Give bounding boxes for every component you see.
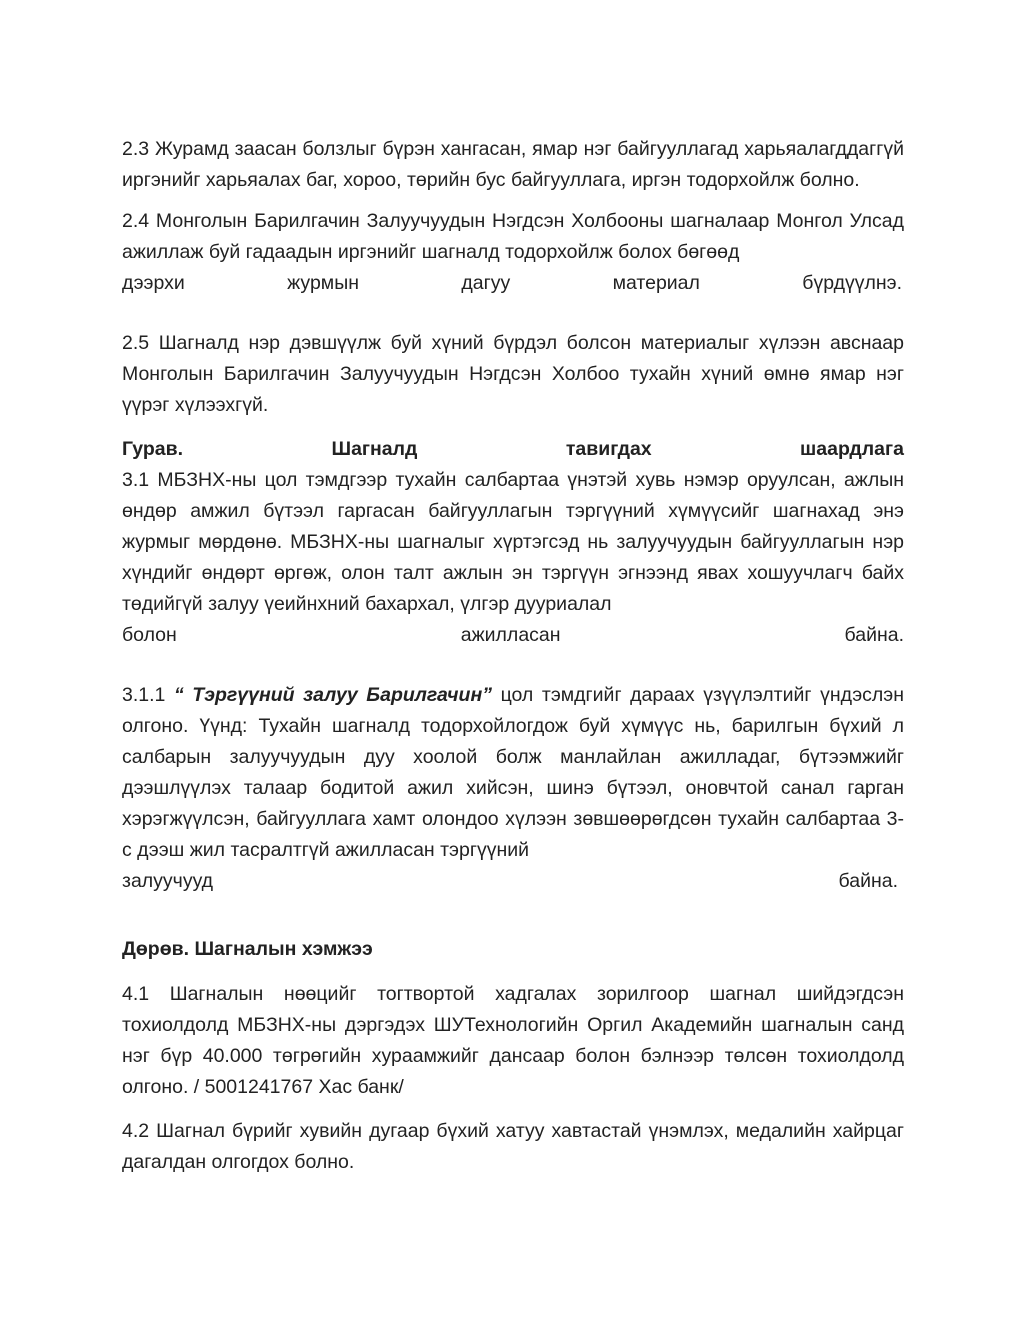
paragraph-3-1-body: 3.1 МБЗНХ-ны цол тэмдгээр тухайн салбартаа үнэтэй хувь нэмэр оруулсан, ажлын өндөр амжил бүтээл гаргасан байгууллагын тэргүүний хүмүүсийг шагнахад энэ журмыг мөрдөнө. МБЗНХ-ны шагналыг хүртэгсэд нь залуучуудын байгууллагын нэр хүндийг өндөрт өргөж, олон талт ажлын эн тэргүүн эгнээнд явах хошуучлагч байх төдийгүй залуу үеийнхний бахархал, үлгэр дууриалал: [122, 469, 904, 615]
paragraph-3-1-last-line: болон ажилласан байна.: [122, 624, 904, 646]
section-3-heading: Гурав. Шагналд тавигдах шаардлага: [122, 438, 904, 460]
paragraph-4-1: 4.1 Шагналын нөөцийг тогтвортой хадгалах зорилгоор шагнал шийдэгдсэн тохиолдолд МБЗНХ-ны дэргэдэх ШУТехнологийн Оргил Академийн шагналын санд нэг бүр 40.000 төгрөгийн хураамжийг дансаар болон бэлнээр төлсөн тохиолдолд олгоно. / 5001241767 Хас банк/: [122, 983, 904, 1098]
award-title: “ Тэргүүний залуу Барилгачин”: [173, 684, 492, 706]
document-page: [122, 134, 904, 1178]
paragraph-3-1-1-number: 3.1.1: [122, 684, 166, 706]
paragraph-2-4-last-line: дээрхи журмын дагуу материал бүрдүүлнэ.: [122, 272, 902, 294]
paragraph-2-5: 2.5 Шагналд нэр дэвшүүлж буй хүний бүрдэл болсон материалыг хүлээн авснаар Монголын Барилгачин Залуучуудын Нэгдсэн Холбоо тухайн хүний өмнө ямар нэг үүрэг хүлээхгүй.: [122, 332, 904, 416]
paragraph-2-3: 2.3 Журамд заасан болзлыг бүрэн хангасан, ямар нэг байгууллагад харьяалагддаггүй иргэнийг харьяалах баг, хороо, төрийн бус байгууллага, иргэн тодорхойлж болно.: [122, 138, 904, 191]
paragraph-2-4-body: 2.4 Монголын Барилгачин Залуучуудын Нэгдсэн Холбооны шагналаар Монгол Улсад ажиллаж буй гадаадын иргэнийг шагналд тодорхойлж болох бөгөөд: [122, 210, 904, 263]
paragraph-4-2: 4.2 Шагнал бүрийг хувийн дугаар бүхий хатуу хавтастай үнэмлэх, медалийн хайрцаг дагалдан олгогдох болно.: [122, 1120, 904, 1173]
section-4-heading: Дөрөв. Шагналын хэмжээ: [122, 938, 373, 960]
paragraph-3-1-1: [122, 680, 904, 897]
paragraph-3-1-1-last-line: залуучууд байна.: [122, 870, 898, 892]
paragraph-2-4: [122, 206, 904, 299]
paragraph-3-1-1-body: цол тэмдгийг дараах үзүүлэлтийг үндэслэн олгоно. Үүнд: Тухайн шагналд тодорхойлогдож буй хүмүүс нь, барилгын бүхий л салбарын залуучуудын дуу хоолой болж манлайлан ажилладаг, бүтээмжийг дээшлүүлэх талаар бодитой ажил хийсэн, шинэ бүтээл, оновчтой санал гарган хэрэгжүүлсэн, байгууллага хамт олондоо хүлээн зөвшөөрөгдсөн тухайн салбартаа 3-с дээш жил тасралтгүй ажилласан тэргүүний: [122, 684, 905, 861]
paragraph-3-1: [122, 465, 904, 651]
